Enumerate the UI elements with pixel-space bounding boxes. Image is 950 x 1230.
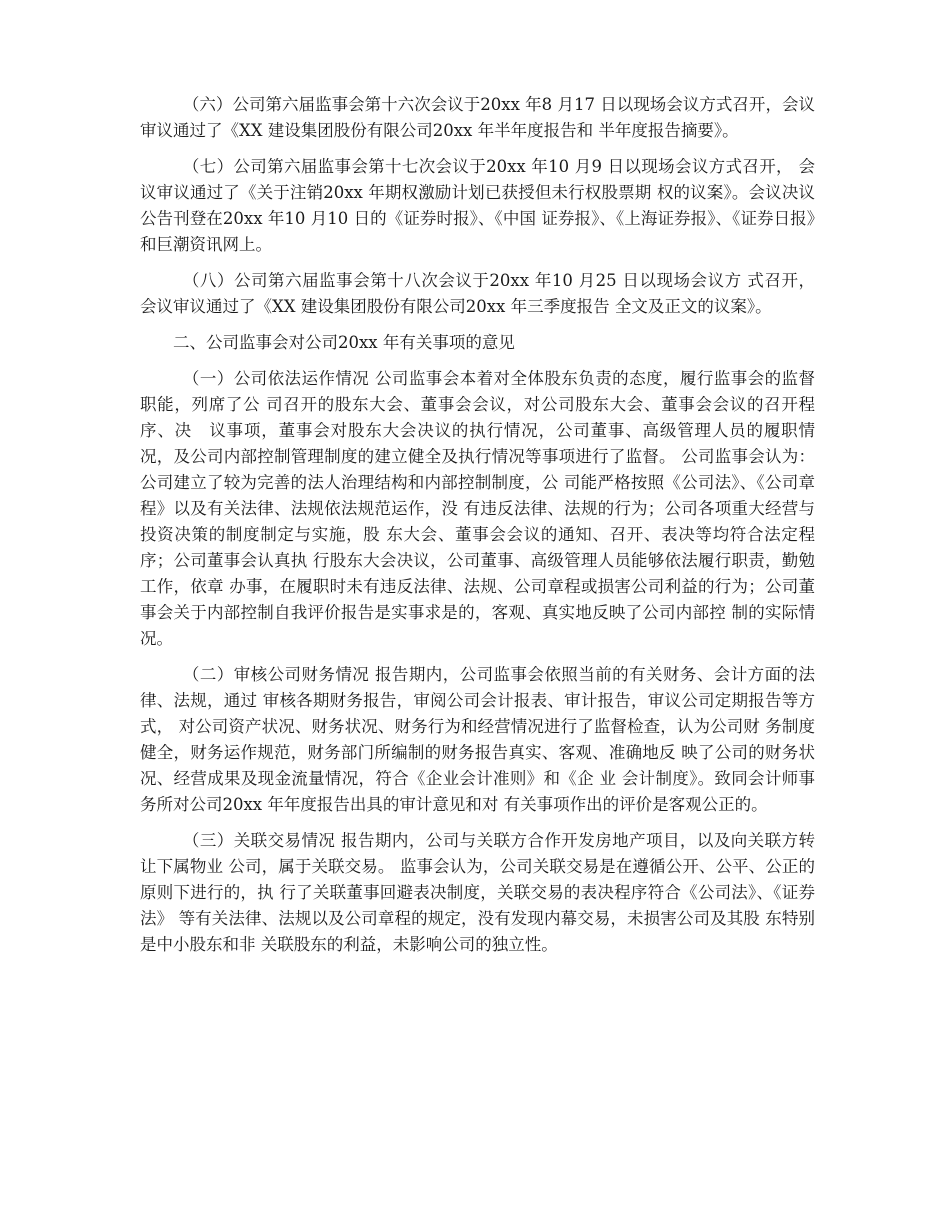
paragraph-meeting-17: （七）公司第六届监事会第十七次会议于20xx 年10 月9 日以现场会议方式召开， 会议审议通过了《关于注销20xx 年期权激励计划已获授但未行权股票期 权的议案》。会议决议公告刊登在20xx 年10 月10 日的《证券时报》、《中国 证券报》、《上海证券报》、《证券日报》和巨潮资讯网上。	[140, 157, 815, 254]
paragraph-meeting-16: （六）公司第六届监事会第十六次会议于20xx 年8 月17 日以现场会议方式召开，会议审议通过了《XX 建设集团股份有限公司20xx 年半年度报告和 半年度报告摘要》。	[140, 95, 815, 140]
paragraph-legal-operation: （一）公司依法运作情况 公司监事会本着对全体股东负责的态度，履行监事会的监督职能，列席了公 司召开的股东大会、董事会会议，对公司股东大会、董事会会议的召开程序、决 议事项，董事会对股东大会决议的执行情况，公司董事、高级管理人员的履职情 况，及公司内部控制管理制度的建立健全及执行情况等事项进行了监督。 公司监事会认为：公司建立了较为完善的法人治理结构和内部控制制度，公 司能严格按照《公司法》、《公司章程》以及有关法律、法规依法规范运作，没 有违反法律、法规的行为；公司各项重大经营与投资决策的制度制定与实施，股 东大会、董事会会议的通知、召开、表决等均符合法定程序；公司董事会认真执 行股东大会决议，公司董事、高级管理人员能够依法履行职责，勤勉工作，依章 办事，在履职时未有违反法律、法规、公司章程或损害公司利益的行为；公司董 事会关于内部控制自我评价报告是实事求是的，客观、真实地反映了公司内部控 制的实际情况。	[140, 369, 815, 648]
document-body	[140, 92, 815, 968]
paragraph-financial-review: （二）审核公司财务情况 报告期内，公司监事会依照当前的有关财务、会计方面的法律、法规，通过 审核各期财务报告，审阅公司会计报表、审计报告，审议公司定期报告等方式， 对公司资产状况、财务状况、财务行为和经营情况进行了监督检查，认为公司财 务制度健全，财务运作规范，财务部门所编制的财务报告真实、客观、准确地反 映了公司的财务状况、经营成果及现金流量情况，符合《企业会计准则》和《企 业 会计制度》。致同会计师事务所对公司20xx 年年度报告出具的审计意见和对 有关事项作出的评价是客观公正的。	[140, 665, 815, 814]
paragraph-related-transactions: （三）关联交易情况 报告期内，公司与关联方合作开发房地产项目，以及向关联方转让下属物业 公司，属于关联交易。 监事会认为，公司关联交易是在遵循公开、公平、公正的原则下进行的，执 行了关联董事回避表决制度，关联交易的表决程序符合《公司法》、《证券法》 等有关法律、法规以及公司章程的规定，没有发现内幕交易，未损害公司及其股 东特别是中小股东和非 关联股东的利益，未影响公司的独立性。	[140, 831, 815, 954]
section-heading: 二、公司监事会对公司20xx 年有关事项的意见	[173, 333, 515, 352]
paragraph-meeting-18: （八）公司第六届监事会第十八次会议于20xx 年10 月25 日以现场会议方 式召开， 会议审议通过了《XX 建设集团股份有限公司20xx 年三季度报告 全文及正文的议案》。	[140, 271, 815, 316]
